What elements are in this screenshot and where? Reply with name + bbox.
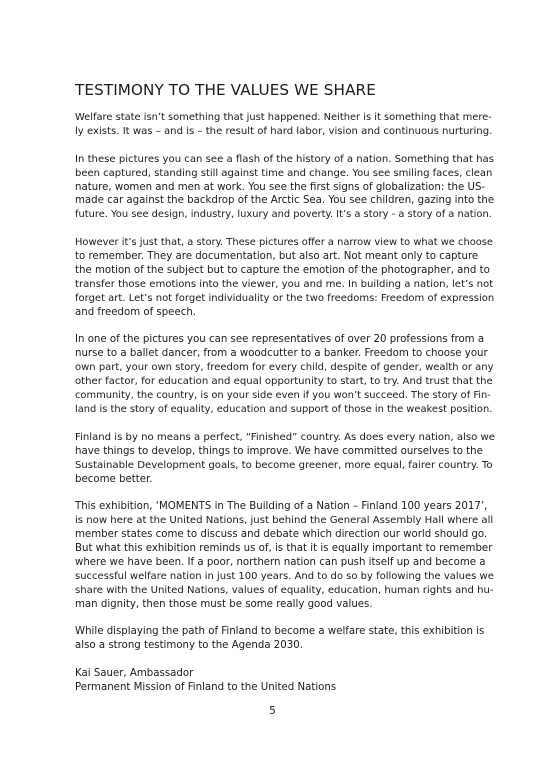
text-line: land is the story of equality, education and support of those in the weakest position. [75, 403, 493, 415]
text-line: been captured, standing still against time and change. You see smiling faces, clean [75, 167, 493, 179]
text-line: nature, women and men at work. You see the first signs of globalization: the US- [75, 181, 486, 193]
text-line: This exhibition, ‘MOMENTS in The Building of a Nation – Finland 100 years 2017’, [75, 501, 488, 513]
page-number: 5 [269, 705, 276, 717]
paragraph-5 [75, 431, 495, 487]
text-line: community, the country, is on your side even if you won’t succeed. The story of Fin- [75, 390, 491, 402]
text-line: forget art. Let’s not forget individuality or the two freedoms: Freedom of expression [75, 292, 495, 304]
text-line: made car against the backdrop of the Arctic Sea. You see children, gazing into the [75, 195, 495, 207]
paragraph-6 [75, 500, 495, 611]
text-line: Sustainable Development goals, to become greener, more equal, fairer country. To [75, 459, 493, 471]
text-line: the motion of the subject but to capture the emotion of the photographer, and to [75, 264, 490, 276]
signature-name: Kai Sauer, Ambassador [75, 668, 194, 680]
text-line: In these pictures you can see a flash of the history of a nation. Something that has [75, 153, 494, 165]
text-line: is now here at the United Nations, just behind the General Assembly Hall where all [75, 515, 494, 527]
text-line: nurse to a ballet dancer, from a woodcutter to a banker. Freedom to choose your [75, 348, 488, 360]
paragraph-2 [75, 153, 495, 223]
text-line: man dignity, then those must be some really good values. [75, 598, 373, 610]
text-line: share with the United Nations, values of equality, education, human rights and hu- [75, 584, 494, 596]
text-line: and freedom of speech. [75, 306, 197, 318]
body-text [75, 111, 495, 695]
text-line: future. You see design, industry, luxury and poverty. It’s a story - a story of a nation. [75, 209, 492, 221]
text-line: successful welfare nation in just 100 years. And to do so by following the values we [75, 570, 494, 582]
text-line: own part, your own story, freedom for every child, despite of gender, wealth or any [75, 362, 494, 374]
text-line: to remember. They are documentation, but also art. Not meant only to capture [75, 251, 479, 263]
text-line: But what this exhibition reminds us of, is that it is equally important to remember [75, 543, 493, 555]
text-line: member states come to discuss and debate which direction our world should go. [75, 529, 488, 541]
text-line: Welfare state isn’t something that just happened. Neither is it something that mere- [75, 112, 492, 123]
text-line: Finland is by no means a perfect, “Finished” country. As does every nation, also we [75, 431, 495, 443]
paragraph-4 [75, 333, 495, 416]
signature-block [75, 667, 495, 695]
text-line: transfer those emotions into the viewer, you and me. In building a nation, let’s not [75, 278, 494, 290]
page-title: TESTIMONY TO THE VALUES WE SHARE [75, 81, 376, 99]
text-line: become better. [75, 473, 153, 485]
text-line: where we have been. If a poor, northern nation can push itself up and become a [75, 556, 486, 568]
paragraph-3 [75, 236, 495, 319]
text-line: However it’s just that, a story. These pictures offer a narrow view to what we choose [75, 237, 494, 249]
text-line: other factor, for education and equal opportunity to start, to try. And trust that the [75, 376, 493, 388]
signature-organization: Permanent Mission of Finland to the United Nations [75, 682, 337, 694]
paragraph-1 [75, 111, 495, 139]
text-line: While displaying the path of Finland to become a welfare state, this exhibition is [75, 626, 485, 638]
text-line: In one of the pictures you can see representatives of over 20 professions from a [75, 334, 485, 346]
text-line: also a strong testimony to the Agenda 2030. [75, 640, 303, 652]
paragraph-7 [75, 625, 495, 653]
text-line: ly exists. It was – and is – the result of hard labor, vision and continuous nurturing. [75, 125, 493, 137]
text-line: have things to develop, things to improve. We have committed ourselves to the [75, 445, 483, 457]
